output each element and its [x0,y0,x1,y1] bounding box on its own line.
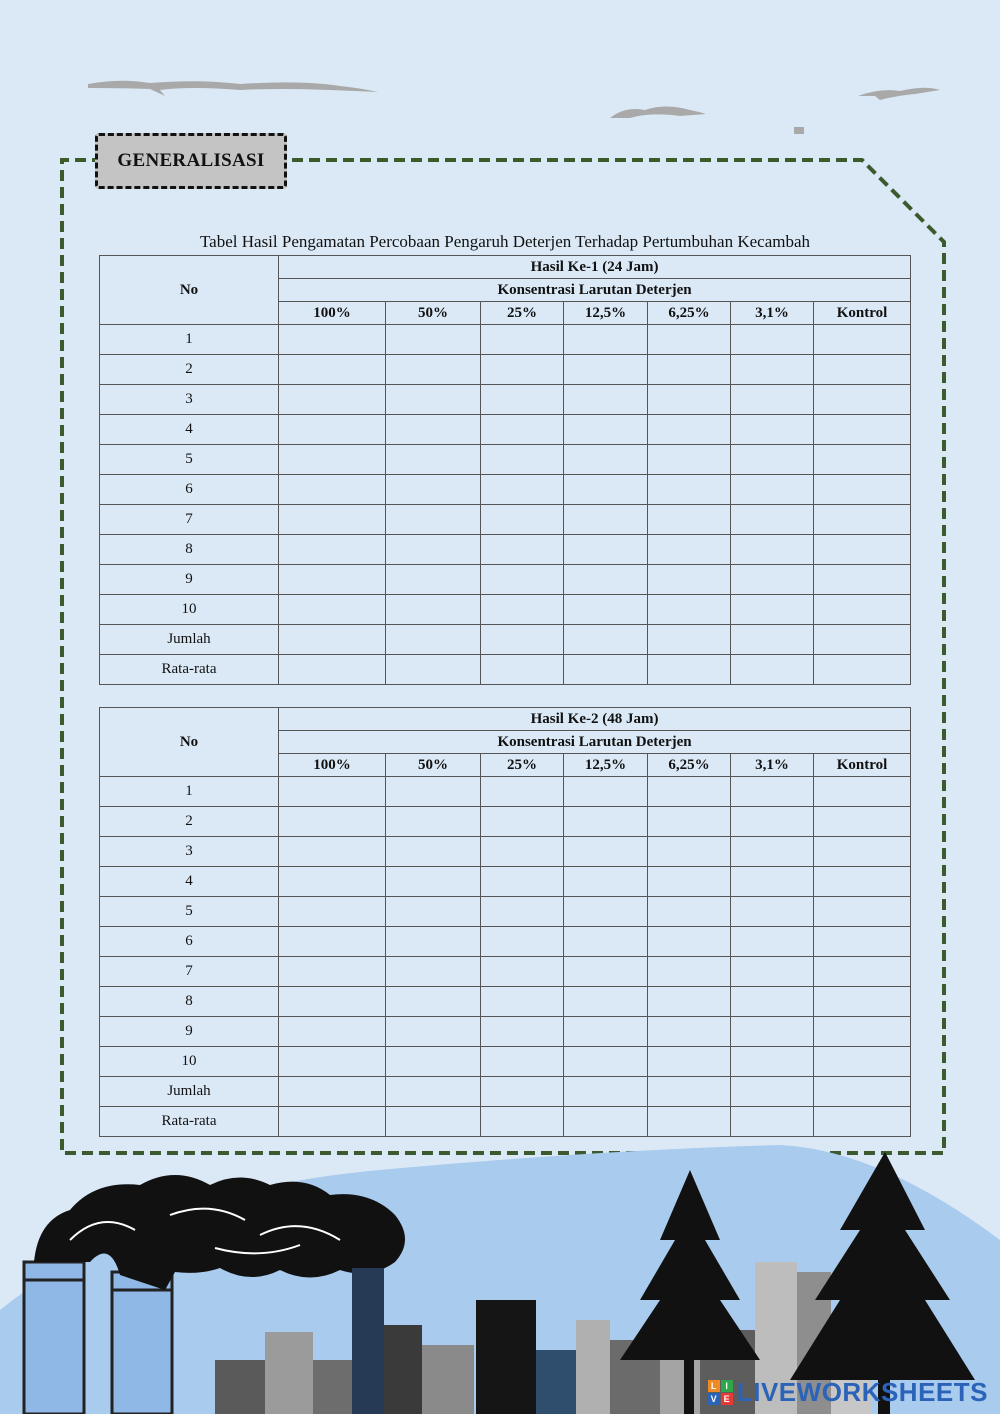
answer-cell[interactable] [731,1047,814,1077]
answer-cell[interactable] [814,957,911,987]
answer-cell[interactable] [481,445,564,475]
liveworksheets-watermark [708,1377,988,1408]
answer-cell[interactable] [564,897,648,927]
table-row [100,505,911,535]
answer-cell[interactable] [279,325,386,355]
answer-cell[interactable] [648,655,731,685]
observation-table-48h [99,707,911,1137]
answer-cell[interactable] [648,867,731,897]
answer-cell[interactable] [564,385,648,415]
row-label: 9 [100,1017,279,1047]
answer-cell[interactable] [814,1047,911,1077]
answer-cell[interactable] [648,777,731,807]
table-row [100,325,911,355]
answer-cell[interactable] [648,475,731,505]
answer-cell[interactable] [564,777,648,807]
answer-cell[interactable] [814,595,911,625]
answer-cell[interactable] [564,807,648,837]
column-header: 25% [481,302,564,325]
table-row [100,475,911,505]
answer-cell[interactable] [731,927,814,957]
table-row [100,385,911,415]
answer-cell[interactable] [564,595,648,625]
konsentrasi-header: Konsentrasi Larutan Deterjen [279,731,911,754]
answer-cell[interactable] [386,565,481,595]
answer-cell[interactable] [564,565,648,595]
observation-table-24h [99,255,911,685]
answer-cell[interactable] [648,837,731,867]
answer-cell[interactable] [481,777,564,807]
answer-cell[interactable] [386,355,481,385]
table-row [100,957,911,987]
answer-cell[interactable] [814,565,911,595]
answer-cell[interactable] [481,475,564,505]
answer-cell[interactable] [648,415,731,445]
answer-cell[interactable] [648,625,731,655]
row-label: 8 [100,987,279,1017]
answer-cell[interactable] [481,867,564,897]
table-row [100,415,911,445]
answer-cell[interactable] [814,445,911,475]
answer-cell[interactable] [731,535,814,565]
answer-cell[interactable] [648,505,731,535]
answer-cell[interactable] [386,1077,481,1107]
answer-cell[interactable] [481,415,564,445]
answer-cell[interactable] [481,625,564,655]
answer-cell[interactable] [814,1017,911,1047]
row-label: 7 [100,505,279,535]
answer-cell[interactable] [648,957,731,987]
answer-cell[interactable] [564,655,648,685]
answer-cell[interactable] [481,987,564,1017]
answer-cell[interactable] [648,535,731,565]
answer-cell[interactable] [564,1107,648,1137]
answer-cell[interactable] [481,655,564,685]
answer-cell[interactable] [279,595,386,625]
answer-cell[interactable] [279,807,386,837]
answer-cell[interactable] [386,867,481,897]
answer-cell[interactable] [731,837,814,867]
answer-cell[interactable] [386,837,481,867]
table-row [100,535,911,565]
answer-cell[interactable] [564,867,648,897]
answer-cell[interactable] [279,1107,386,1137]
column-header: 100% [279,302,386,325]
answer-cell[interactable] [814,655,911,685]
answer-cell[interactable] [648,1077,731,1107]
answer-cell[interactable] [814,415,911,445]
column-header: 3,1% [731,754,814,777]
table-row [100,927,911,957]
answer-cell[interactable] [481,1047,564,1077]
table-title: Tabel Hasil Pengamatan Percobaan Pengaruh Deterjen Terhadap Pertumbuhan Kecambah [199,232,811,251]
answer-cell[interactable] [564,505,648,535]
answer-cell[interactable] [564,1017,648,1047]
row-label: 7 [100,957,279,987]
answer-cell[interactable] [279,625,386,655]
answer-cell[interactable] [386,325,481,355]
answer-cell[interactable] [731,445,814,475]
answer-cell[interactable] [481,1077,564,1107]
answer-cell[interactable] [386,625,481,655]
answer-cell[interactable] [279,415,386,445]
answer-cell[interactable] [386,807,481,837]
konsentrasi-header: Konsentrasi Larutan Deterjen [279,279,911,302]
answer-cell[interactable] [481,385,564,415]
row-label: Rata-rata [100,655,279,685]
answer-cell[interactable] [481,807,564,837]
answer-cell[interactable] [481,957,564,987]
answer-cell[interactable] [814,475,911,505]
answer-cell[interactable] [386,987,481,1017]
answer-cell[interactable] [814,505,911,535]
answer-cell[interactable] [731,475,814,505]
answer-cell[interactable] [279,475,386,505]
column-header: 12,5% [564,302,648,325]
answer-cell[interactable] [814,777,911,807]
answer-cell[interactable] [279,957,386,987]
answer-cell[interactable] [279,777,386,807]
answer-cell[interactable] [279,1077,386,1107]
answer-cell[interactable] [648,1047,731,1077]
column-header: 12,5% [564,754,648,777]
answer-cell[interactable] [731,897,814,927]
answer-cell[interactable] [814,355,911,385]
hasil-header: Hasil Ke-2 (48 Jam) [279,708,911,731]
table-row [100,565,911,595]
answer-cell[interactable] [648,927,731,957]
row-label: Jumlah [100,1077,279,1107]
answer-cell[interactable] [386,897,481,927]
answer-cell[interactable] [279,867,386,897]
answer-cell[interactable] [481,565,564,595]
answer-cell[interactable] [386,927,481,957]
answer-cell[interactable] [481,355,564,385]
row-label: 6 [100,475,279,505]
answer-cell[interactable] [731,385,814,415]
table-row [100,1017,911,1047]
answer-cell[interactable] [481,535,564,565]
answer-cell[interactable] [279,505,386,535]
answer-cell[interactable] [648,355,731,385]
answer-cell[interactable] [814,1107,911,1137]
answer-cell[interactable] [814,1077,911,1107]
row-label: 10 [100,595,279,625]
answer-cell[interactable] [564,1047,648,1077]
answer-cell[interactable] [731,957,814,987]
answer-cell[interactable] [279,1017,386,1047]
hasil-header: Hasil Ke-1 (24 Jam) [279,256,911,279]
row-label: 9 [100,565,279,595]
answer-cell[interactable] [648,595,731,625]
table-row [100,777,911,807]
answer-cell[interactable] [564,957,648,987]
answer-cell[interactable] [386,595,481,625]
column-header: 6,25% [648,302,731,325]
answer-cell[interactable] [814,625,911,655]
answer-cell[interactable] [279,355,386,385]
row-label: 10 [100,1047,279,1077]
answer-cell[interactable] [386,385,481,415]
answer-cell[interactable] [386,777,481,807]
answer-cell[interactable] [564,927,648,957]
column-header: 100% [279,754,386,777]
answer-cell[interactable] [279,445,386,475]
answer-cell[interactable] [279,837,386,867]
answer-cell[interactable] [731,867,814,897]
row-label: 4 [100,415,279,445]
answer-cell[interactable] [814,927,911,957]
row-label: Jumlah [100,625,279,655]
answer-cell[interactable] [279,927,386,957]
row-label: 8 [100,535,279,565]
answer-cell[interactable] [564,1077,648,1107]
answer-cell[interactable] [564,837,648,867]
answer-cell[interactable] [386,475,481,505]
column-header: 3,1% [731,302,814,325]
answer-cell[interactable] [279,897,386,927]
answer-cell[interactable] [731,1017,814,1047]
row-label: 1 [100,325,279,355]
answer-cell[interactable] [279,535,386,565]
answer-cell[interactable] [386,655,481,685]
answer-cell[interactable] [731,565,814,595]
answer-cell[interactable] [279,385,386,415]
row-label: 2 [100,355,279,385]
row-label: 5 [100,445,279,475]
answer-cell[interactable] [731,807,814,837]
answer-cell[interactable] [564,415,648,445]
answer-cell[interactable] [481,1107,564,1137]
answer-cell[interactable] [386,1047,481,1077]
answer-cell[interactable] [279,987,386,1017]
column-header: 25% [481,754,564,777]
row-label: 3 [100,837,279,867]
section-header-label: GENERALISASI [117,150,265,171]
answer-cell[interactable] [279,565,386,595]
table-row [100,1107,911,1137]
answer-cell[interactable] [814,987,911,1017]
answer-cell[interactable] [731,987,814,1017]
watermark-text: LIVEWORKSHEETS [736,1377,988,1407]
table-row [100,445,911,475]
table-row [100,897,911,927]
table-row [100,1077,911,1107]
answer-cell[interactable] [648,445,731,475]
answer-cell[interactable] [564,987,648,1017]
column-header: 50% [386,302,481,325]
answer-cell[interactable] [564,445,648,475]
answer-cell[interactable] [814,535,911,565]
column-header: 6,25% [648,754,731,777]
answer-cell[interactable] [564,625,648,655]
row-label: 3 [100,385,279,415]
answer-cell[interactable] [564,475,648,505]
answer-cell[interactable] [731,415,814,445]
column-header: Kontrol [814,754,911,777]
answer-cell[interactable] [648,987,731,1017]
answer-cell[interactable] [814,385,911,415]
row-label: 4 [100,867,279,897]
answer-cell[interactable] [386,415,481,445]
answer-cell[interactable] [731,355,814,385]
answer-cell[interactable] [279,1047,386,1077]
liveworksheets-logo-icon: L I V E [708,1380,733,1405]
answer-cell[interactable] [386,445,481,475]
row-label: Rata-rata [100,1107,279,1137]
answer-cell[interactable] [564,325,648,355]
table-row [100,807,911,837]
table-row [100,1047,911,1077]
answer-cell[interactable] [648,385,731,415]
answer-cell[interactable] [731,625,814,655]
answer-cell[interactable] [731,777,814,807]
answer-cell[interactable] [386,1017,481,1047]
answer-cell[interactable] [386,957,481,987]
answer-cell[interactable] [731,325,814,355]
answer-cell[interactable] [814,897,911,927]
table-row [100,355,911,385]
table-row [100,595,911,625]
answer-cell[interactable] [648,807,731,837]
table-row [100,625,911,655]
answer-cell[interactable] [648,565,731,595]
answer-cell[interactable] [731,1107,814,1137]
no-header: No [100,256,279,325]
row-label: 6 [100,927,279,957]
table-row [100,987,911,1017]
cloud-icon [88,81,940,134]
answer-cell[interactable] [648,325,731,355]
column-header: 50% [386,754,481,777]
table-row [100,837,911,867]
row-label: 5 [100,897,279,927]
answer-cell[interactable] [648,897,731,927]
answer-cell[interactable] [481,1017,564,1047]
answer-cell[interactable] [481,927,564,957]
answer-cell[interactable] [731,655,814,685]
answer-cell[interactable] [481,595,564,625]
answer-cell[interactable] [564,535,648,565]
column-header: Kontrol [814,302,911,325]
answer-cell[interactable] [731,505,814,535]
answer-cell[interactable] [648,1107,731,1137]
answer-cell[interactable] [279,655,386,685]
table-row [100,867,911,897]
answer-cell[interactable] [814,807,911,837]
answer-cell[interactable] [386,1107,481,1137]
answer-cell[interactable] [648,1017,731,1047]
section-header [95,133,287,189]
answer-cell[interactable] [386,505,481,535]
answer-cell[interactable] [386,535,481,565]
answer-cell[interactable] [731,1077,814,1107]
row-label: 1 [100,777,279,807]
answer-cell[interactable] [481,897,564,927]
answer-cell[interactable] [481,325,564,355]
answer-cell[interactable] [731,595,814,625]
answer-cell[interactable] [564,355,648,385]
answer-cell[interactable] [481,505,564,535]
no-header: No [100,708,279,777]
table-row [100,655,911,685]
answer-cell[interactable] [814,867,911,897]
answer-cell[interactable] [814,325,911,355]
answer-cell[interactable] [481,837,564,867]
answer-cell[interactable] [814,837,911,867]
row-label: 2 [100,807,279,837]
